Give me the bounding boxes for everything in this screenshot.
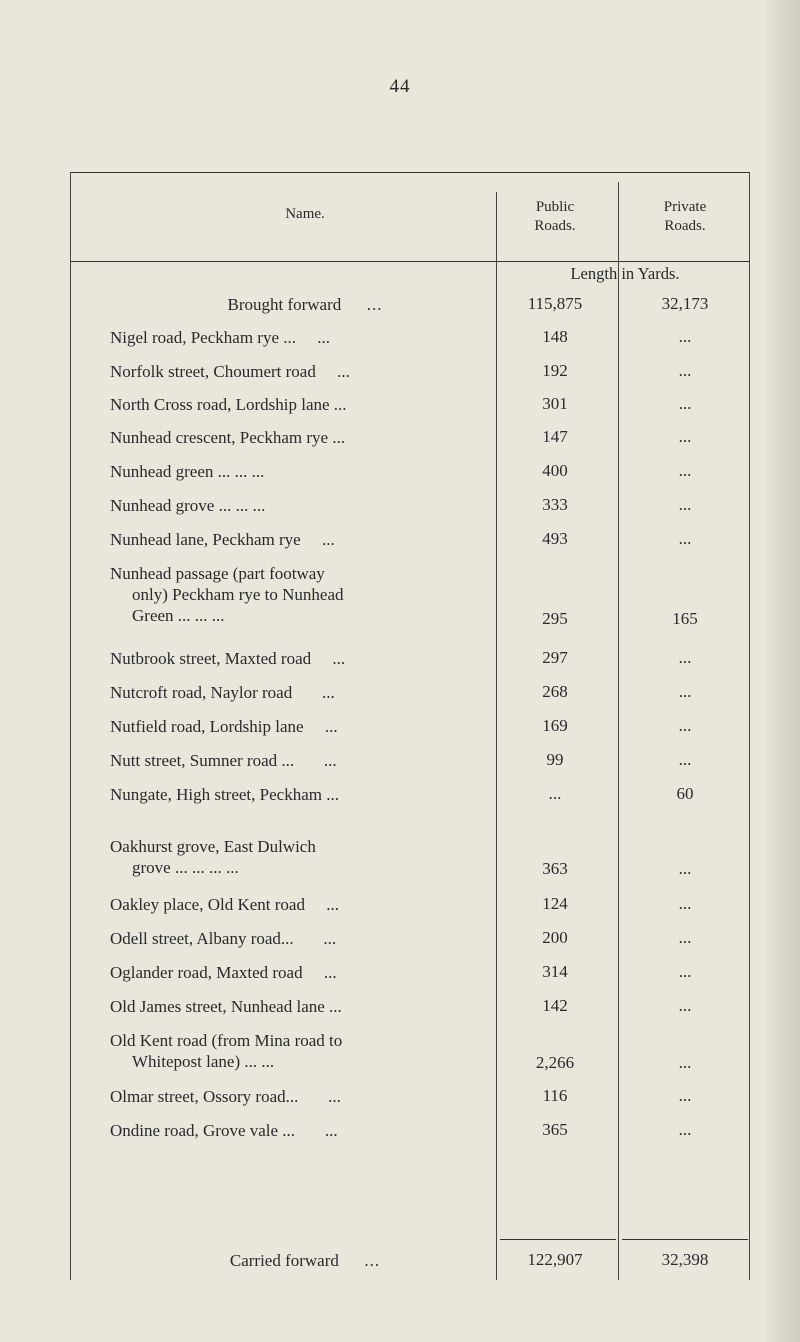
private-value: ... (678, 928, 692, 947)
private-value: 165 (672, 609, 698, 628)
public-value: 493 (542, 529, 568, 548)
public-column-rule (496, 192, 497, 1280)
private-value: ... (678, 996, 692, 1015)
private-value: 60 (676, 784, 694, 803)
units-label: Length in Yards. (570, 264, 680, 283)
private-column-rule (618, 182, 619, 1280)
private-value: ... (678, 394, 692, 413)
private-value: ... (678, 750, 692, 769)
brought-forward-label: Brought forward ... (227, 295, 383, 314)
roads-table: Name. Public Roads. Private Roads. Length in Yards. Brought forward ... 115,875 32,173 Nigel road, Peckham rye ... ... 148 ... Norfolk street, Choumert road ... 192 ... North Cross road, Lordship lane ... 301 ... Nunhead crescent, Peckham rye ... 147 ... Nunhead green ... ... ... 400 ... Nunhead grove ... ... ... 333 ... Nunhead lane, Peckham rye ... 493 ... Nunhead passage (part footway only) Peckham rye to Nunhead Green ... ... ... 295 165 Nutbrook street, Maxted road ... 297 ... Nutcroft road, Naylor road ... 268 ... Nutfield road, Lordship lane ... 169 ... Nutt street, Sumner road ... ... 99 ... Nungate, High street, Peckham ... ... 60 Oakhurst grove, East Dulwich grove ... ... ... ... 363 ... Oakley place, Old Kent road ... 124 ... Odell street, Albany road... ... 200 ... Oglander road, Maxted road ... 314 ... Old James street, Nunhead lane ... 142 ... Old Kent road (from Mina road to Whitepost lane) ... ... 2,266 ... Olmar street, Ossory road... ... 116 ... Ondine road, Grove vale ... ... 365 ... Carried forward ... 122,907 32,398 (70, 172, 750, 1280)
header-public-line1: Public (535, 199, 575, 215)
private-value: ... (678, 1086, 692, 1105)
private-value: ... (678, 859, 692, 878)
header-public (500, 198, 610, 236)
public-value: 99 (546, 750, 564, 769)
public-value: 116 (542, 1086, 568, 1105)
header-private-line1: Private (663, 199, 707, 215)
table-top-rule (70, 172, 750, 173)
page-edge-shadow (762, 0, 800, 1342)
public-value: ... (548, 784, 562, 803)
public-value: 295 (542, 609, 568, 628)
private-value: ... (678, 1120, 692, 1139)
header-private-line2: Roads. (664, 218, 706, 234)
public-value: 147 (542, 427, 568, 446)
header-private (622, 198, 748, 236)
public-value: 297 (542, 648, 568, 667)
private-value: ... (678, 962, 692, 981)
private-value: ... (678, 1053, 692, 1072)
page-number: 44 (389, 76, 411, 97)
carried-forward-private: 32,398 (661, 1250, 709, 1269)
private-value: ... (678, 648, 692, 667)
private-value: ... (678, 427, 692, 446)
public-value: 268 (542, 682, 568, 701)
public-value: 169 (542, 716, 568, 735)
private-value: ... (678, 327, 692, 346)
public-value: 192 (542, 361, 568, 380)
table-left-rule (70, 172, 71, 1280)
header-public-line2: Roads. (534, 218, 576, 234)
private-total-rule (622, 1239, 748, 1240)
public-value: 2,266 (535, 1053, 575, 1072)
public-value: 363 (542, 859, 568, 878)
carried-forward-public: 122,907 (527, 1250, 583, 1269)
header-bottom-rule (70, 261, 750, 262)
public-value: 200 (542, 928, 568, 947)
private-value: ... (678, 361, 692, 380)
private-value: ... (678, 461, 692, 480)
public-value: 333 (542, 495, 568, 514)
public-value: 148 (542, 327, 568, 346)
public-value: 365 (542, 1120, 568, 1139)
public-value: 142 (542, 996, 568, 1015)
private-value: ... (678, 495, 692, 514)
private-value: ... (678, 529, 692, 548)
brought-forward-private: 32,173 (661, 294, 709, 313)
public-value: 301 (542, 394, 568, 413)
public-total-rule (500, 1239, 616, 1240)
carried-forward-label: Carried forward ... (229, 1251, 381, 1270)
brought-forward-public: 115,875 (527, 294, 583, 313)
header-name: Name. (285, 206, 325, 222)
private-value: ... (678, 716, 692, 735)
private-value: ... (678, 894, 692, 913)
public-value: 124 (542, 894, 568, 913)
public-value: 400 (542, 461, 568, 480)
private-value: ... (678, 682, 692, 701)
public-value: 314 (542, 962, 568, 981)
